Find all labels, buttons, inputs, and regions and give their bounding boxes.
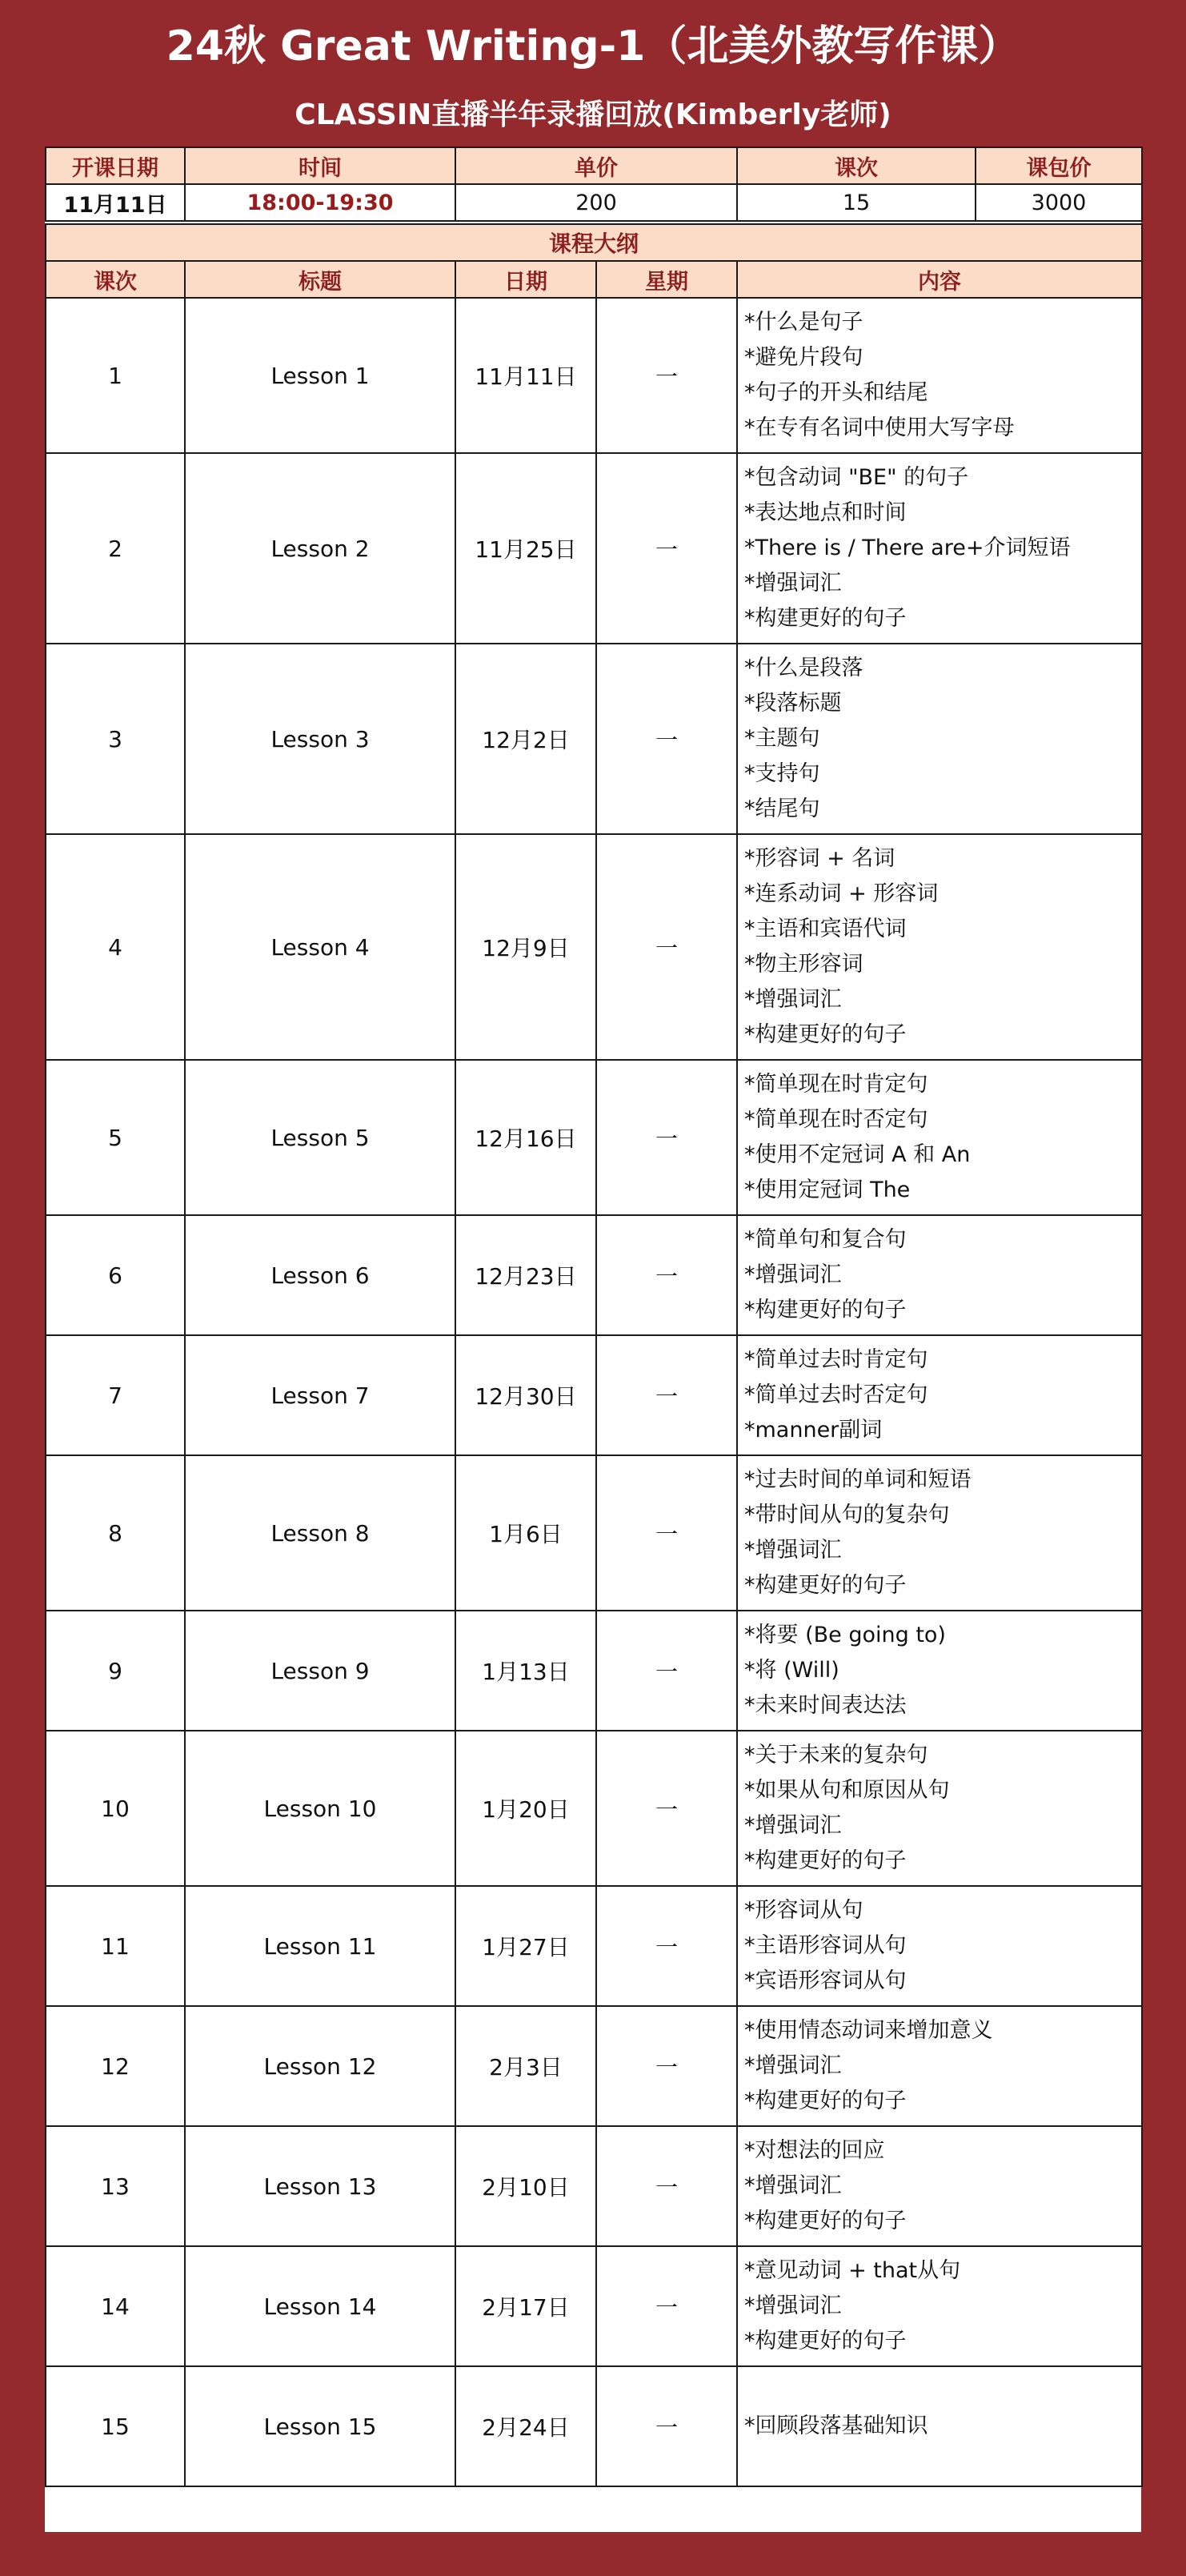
lesson-title-cell: Lesson 14 (185, 2246, 455, 2366)
lesson-content-cell: *简单过去时肯定句 *简单过去时否定句 *manner副词 (737, 1335, 1142, 1455)
lesson-date-cell: 1月20日 (455, 1731, 596, 1886)
page-subtitle: CLASSIN直播半年录播回放(Kimberly老师) (294, 98, 892, 131)
outline-header-content: 内容 (737, 261, 1142, 298)
lesson-number-cell: 13 (46, 2126, 185, 2246)
lesson-date-cell: 12月23日 (455, 1215, 596, 1335)
outline-banner: 课程大纲 (46, 224, 1142, 261)
lesson-weekday-cell: 一 (596, 298, 737, 453)
lesson-content-cell: *简单句和复合句 *增强词汇 *构建更好的句子 (737, 1215, 1142, 1335)
lesson-title-cell: Lesson 6 (185, 1215, 455, 1335)
lesson-weekday-cell: 一 (596, 2366, 737, 2486)
lesson-title-cell: Lesson 12 (185, 2006, 455, 2126)
lesson-number-cell: 8 (46, 1455, 185, 1611)
outline-header-row (46, 261, 1142, 298)
outline-row (46, 1060, 1142, 1215)
lesson-date-cell: 12月16日 (455, 1060, 596, 1215)
lesson-title-cell: Lesson 15 (185, 2366, 455, 2486)
lesson-content-cell: *简单现在时肯定句 *简单现在时否定句 *使用不定冠词 A 和 An *使用定冠词 The (737, 1060, 1142, 1215)
outline-row (46, 2126, 1142, 2246)
lesson-title-cell: Lesson 13 (185, 2126, 455, 2246)
lesson-date-cell: 2月17日 (455, 2246, 596, 2366)
lesson-title-cell: Lesson 11 (185, 1886, 455, 2006)
outline-header-date: 日期 (455, 261, 596, 298)
lesson-title-cell: Lesson 5 (185, 1060, 455, 1215)
course-sheet (45, 146, 1141, 2532)
lesson-weekday-cell: 一 (596, 1886, 737, 2006)
lesson-weekday-cell: 一 (596, 1611, 737, 1731)
lesson-number-cell: 14 (46, 2246, 185, 2366)
info-sessions: 15 (737, 184, 976, 221)
info-header-package-price: 课包价 (976, 147, 1142, 184)
outline-row (46, 2366, 1142, 2486)
lesson-weekday-cell: 一 (596, 1455, 737, 1611)
lesson-number-cell: 7 (46, 1335, 185, 1455)
lesson-date-cell: 11月25日 (455, 453, 596, 644)
course-outline-table (45, 223, 1143, 2487)
lesson-number-cell: 11 (46, 1886, 185, 2006)
lesson-number-cell: 10 (46, 1731, 185, 1886)
outline-row (46, 453, 1142, 644)
outline-banner-row (46, 224, 1142, 261)
lesson-date-cell: 12月9日 (455, 834, 596, 1060)
lesson-title-cell: Lesson 3 (185, 644, 455, 834)
outline-header-title: 标题 (185, 261, 455, 298)
lesson-title-cell: Lesson 10 (185, 1731, 455, 1886)
outline-row (46, 2006, 1142, 2126)
outline-header-weekday: 星期 (596, 261, 737, 298)
lesson-weekday-cell: 一 (596, 2006, 737, 2126)
lesson-content-cell: *对想法的回应 *增强词汇 *构建更好的句子 (737, 2126, 1142, 2246)
lesson-content-cell: *使用情态动词来增加意义 *增强词汇 *构建更好的句子 (737, 2006, 1142, 2126)
lesson-number-cell: 5 (46, 1060, 185, 1215)
lesson-number-cell: 3 (46, 644, 185, 834)
info-header-start-date: 开课日期 (46, 147, 185, 184)
lesson-date-cell: 12月2日 (455, 644, 596, 834)
lesson-number-cell: 6 (46, 1215, 185, 1335)
outline-row (46, 1215, 1142, 1335)
course-info-table (45, 146, 1143, 222)
outline-row (46, 1455, 1142, 1611)
lesson-content-cell: *什么是段落 *段落标题 *主题句 *支持句 *结尾句 (737, 644, 1142, 834)
lesson-date-cell: 2月3日 (455, 2006, 596, 2126)
lesson-weekday-cell: 一 (596, 1731, 737, 1886)
lesson-weekday-cell: 一 (596, 1215, 737, 1335)
info-value-row (46, 184, 1142, 221)
info-unit-price: 200 (455, 184, 737, 221)
outline-row (46, 1611, 1142, 1731)
lesson-title-cell: Lesson 8 (185, 1455, 455, 1611)
lesson-date-cell: 12月30日 (455, 1335, 596, 1455)
lesson-number-cell: 2 (46, 453, 185, 644)
lesson-date-cell: 2月10日 (455, 2126, 596, 2246)
lesson-content-cell: *回顾段落基础知识 (737, 2366, 1142, 2486)
lesson-title-cell: Lesson 1 (185, 298, 455, 453)
lesson-content-cell: *包含动词 "BE" 的句子 *表达地点和时间 *There is / There are+介词短语 *增强词汇 *构建更好的句子 (737, 453, 1142, 644)
lesson-weekday-cell: 一 (596, 2246, 737, 2366)
outline-row (46, 644, 1142, 834)
lesson-number-cell: 1 (46, 298, 185, 453)
info-header-row (46, 147, 1142, 184)
lesson-date-cell: 1月6日 (455, 1455, 596, 1611)
lesson-weekday-cell: 一 (596, 2126, 737, 2246)
lesson-weekday-cell: 一 (596, 834, 737, 1060)
info-package-price: 3000 (976, 184, 1142, 221)
lesson-number-cell: 15 (46, 2366, 185, 2486)
lesson-date-cell: 2月24日 (455, 2366, 596, 2486)
lesson-title-cell: Lesson 2 (185, 453, 455, 644)
lesson-content-cell: *什么是句子 *避免片段句 *句子的开头和结尾 *在专有名词中使用大写字母 (737, 298, 1142, 453)
outline-row (46, 834, 1142, 1060)
lesson-number-cell: 4 (46, 834, 185, 1060)
outline-row (46, 1731, 1142, 1886)
lesson-date-cell: 1月27日 (455, 1886, 596, 2006)
info-header-sessions: 课次 (737, 147, 976, 184)
outline-row (46, 298, 1142, 453)
lesson-content-cell: *过去时间的单词和短语 *带时间从句的复杂句 *增强词汇 *构建更好的句子 (737, 1455, 1142, 1611)
outline-row (46, 1886, 1142, 2006)
lesson-weekday-cell: 一 (596, 644, 737, 834)
outline-row (46, 1335, 1142, 1455)
info-time: 18:00-19:30 (185, 184, 455, 221)
lesson-content-cell: *关于未来的复杂句 *如果从句和原因从句 *增强词汇 *构建更好的句子 (737, 1731, 1142, 1886)
lesson-content-cell: *形容词从句 *主语形容词从句 *宾语形容词从句 (737, 1886, 1142, 2006)
lesson-content-cell: *意见动词 + that从句 *增强词汇 *构建更好的句子 (737, 2246, 1142, 2366)
lesson-content-cell: *形容词 + 名词 *连系动词 + 形容词 *主语和宾语代词 *物主形容词 *增强词汇 *构建更好的句子 (737, 834, 1142, 1060)
page-title: 24秋 Great Writing-1（北美外教写作课） (166, 22, 1020, 70)
lesson-weekday-cell: 一 (596, 453, 737, 644)
lesson-weekday-cell: 一 (596, 1335, 737, 1455)
lesson-title-cell: Lesson 7 (185, 1335, 455, 1455)
lesson-number-cell: 12 (46, 2006, 185, 2126)
info-start-date: 11月11日 (46, 184, 185, 221)
outline-row (46, 2246, 1142, 2366)
info-header-unit-price: 单价 (455, 147, 737, 184)
lesson-weekday-cell: 一 (596, 1060, 737, 1215)
info-header-time: 时间 (185, 147, 455, 184)
lesson-title-cell: Lesson 4 (185, 834, 455, 1060)
lesson-number-cell: 9 (46, 1611, 185, 1731)
lesson-date-cell: 11月11日 (455, 298, 596, 453)
lesson-content-cell: *将要 (Be going to) *将 (Will) *未来时间表达法 (737, 1611, 1142, 1731)
lesson-date-cell: 1月13日 (455, 1611, 596, 1731)
lesson-title-cell: Lesson 9 (185, 1611, 455, 1731)
outline-header-num: 课次 (46, 261, 185, 298)
